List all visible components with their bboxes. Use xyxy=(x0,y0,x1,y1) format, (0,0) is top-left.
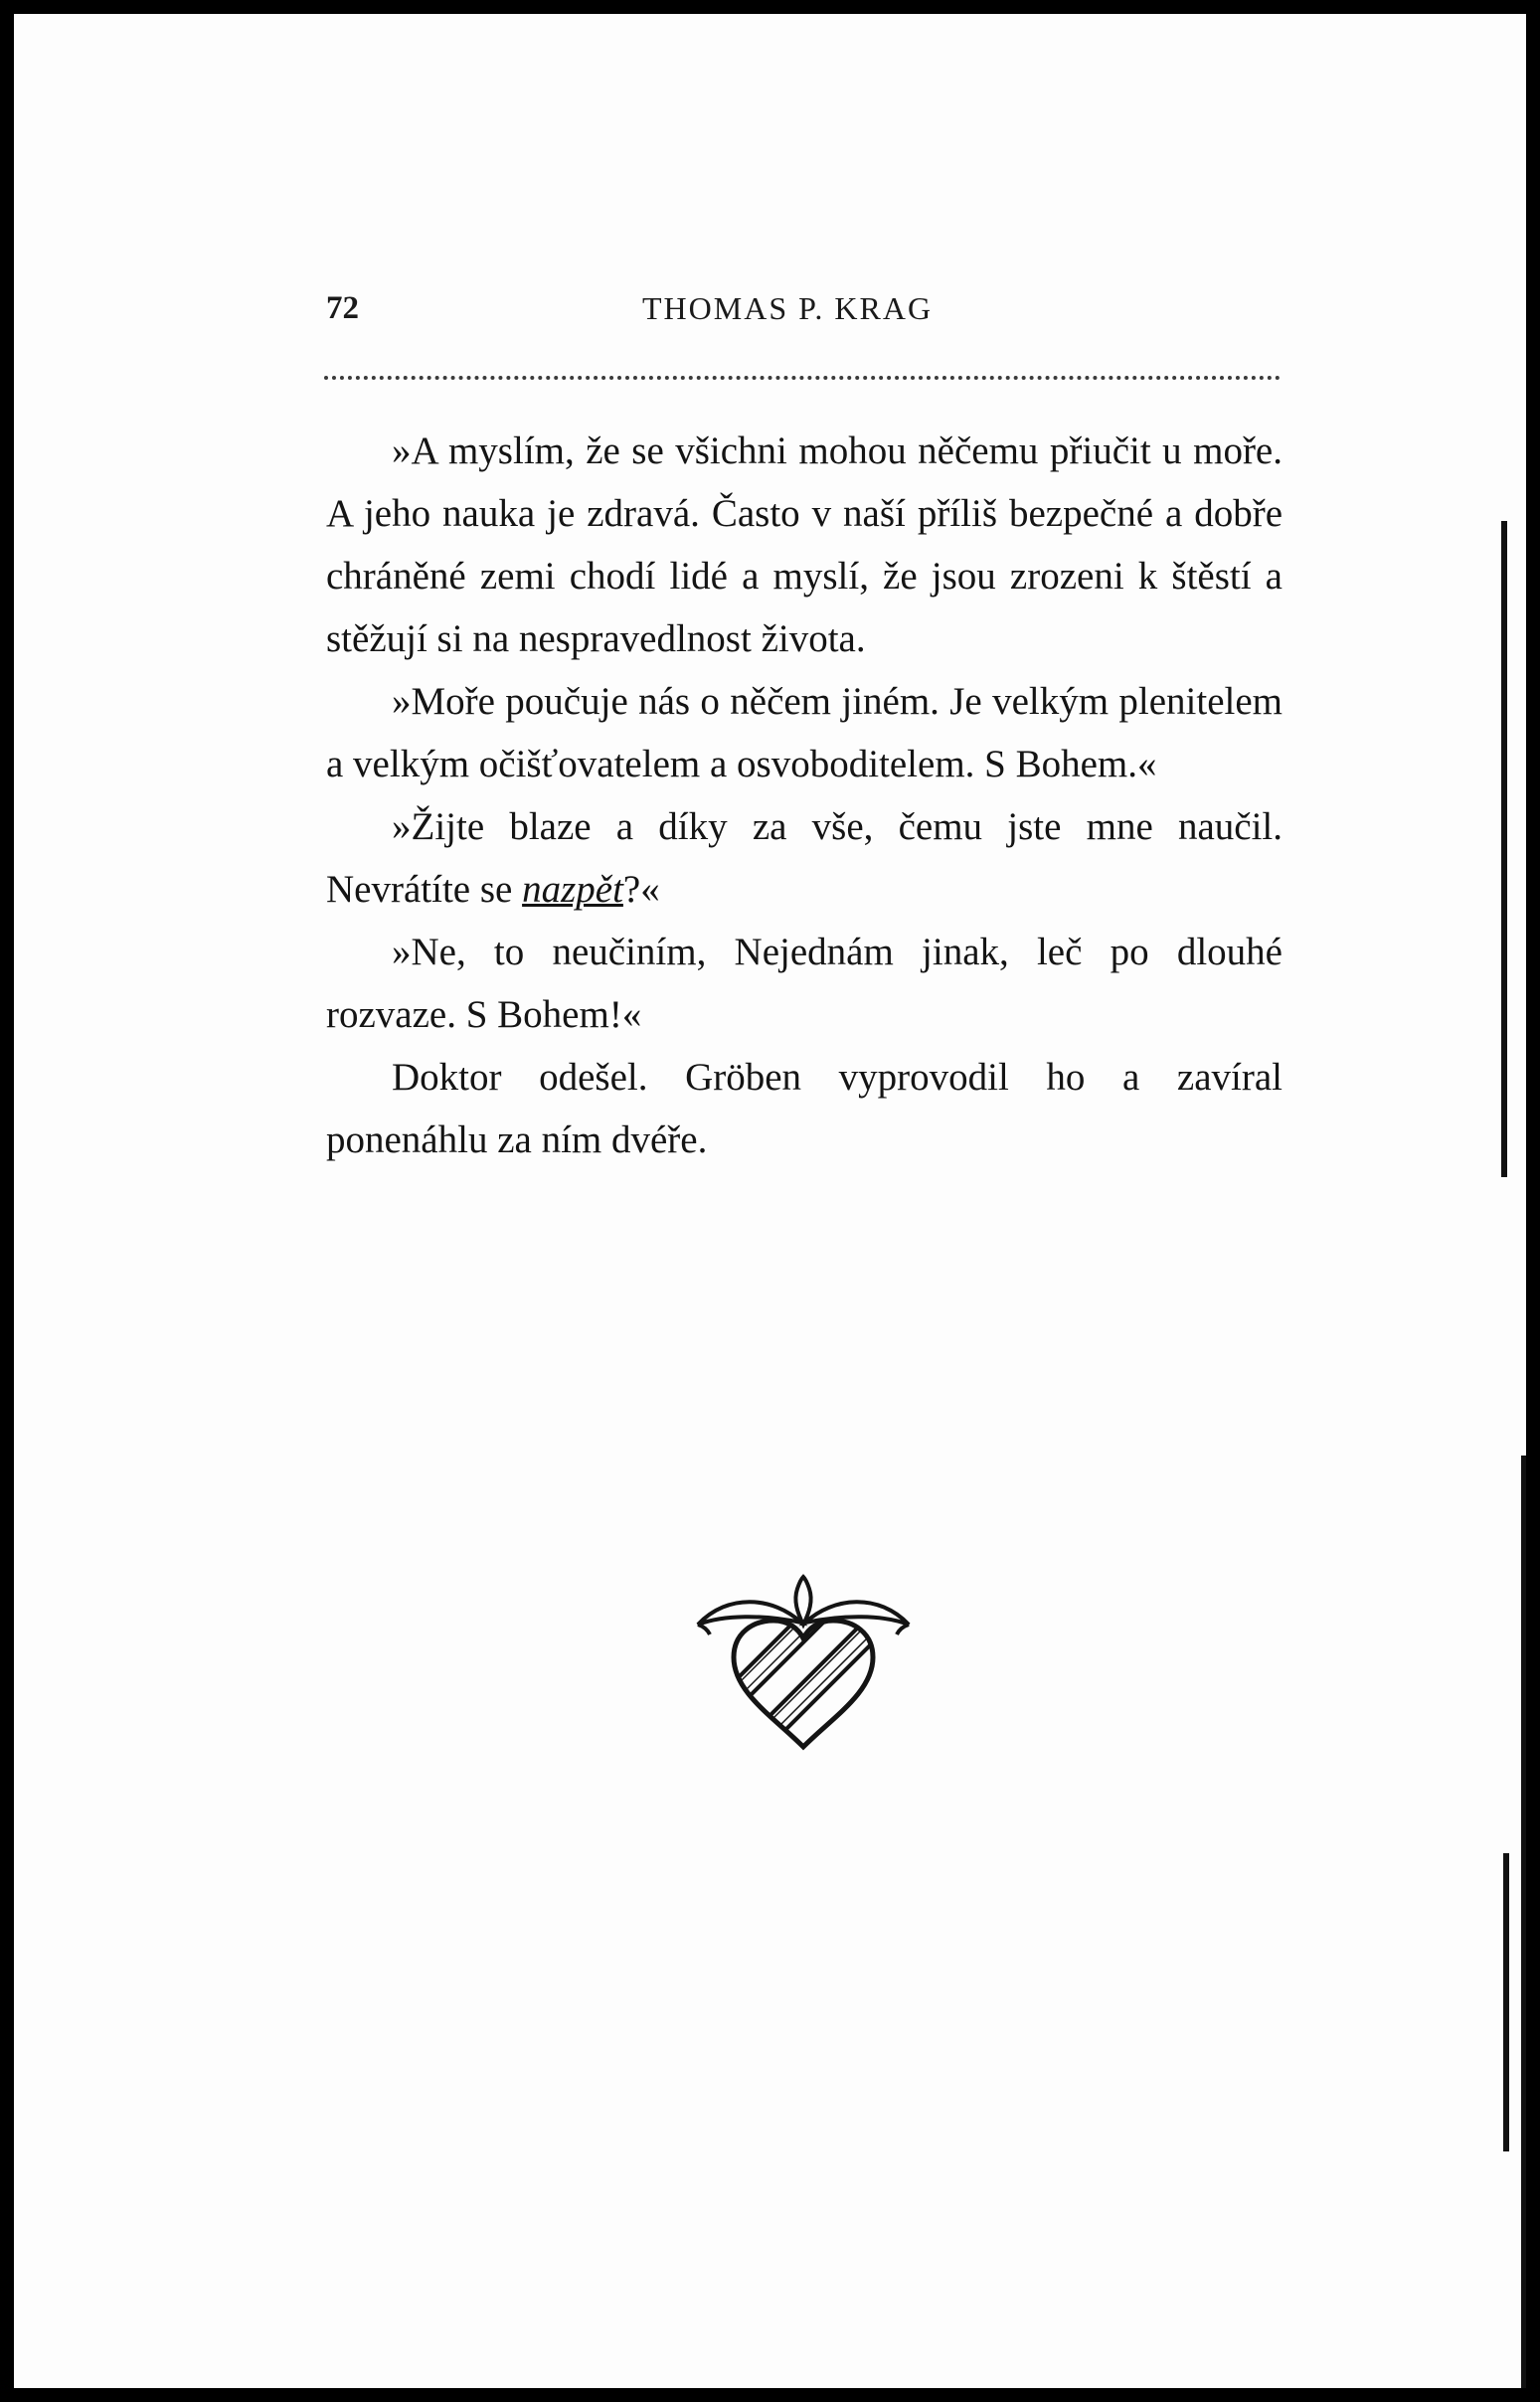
heart-vignette-icon xyxy=(694,1543,913,1752)
binding-shadow xyxy=(1521,1456,1526,2388)
italic-word: nazpět xyxy=(522,868,623,911)
page-number: 72 xyxy=(326,290,359,326)
paragraph: »A myslím, že se všichni mohou něčemu přiučit u moře. A jeho nauka je zdravá. Často v naší příliš bezpečné a dobře chráněné zemi chodí lidé a myslí, že jsou zrozeni k štěstí a stěžují si na nespravedlnost života. xyxy=(326,429,1283,660)
paragraph: »Moře poučuje nás o něčem jiném. Je velkým plenitelem a velkým očišťovatelem a osvoboditelem. S Bohem.« xyxy=(326,680,1283,785)
paragraph: »Ne, to neučiním, Nejednám jinak, leč po dlouhé rozvaze. S Bohem!« xyxy=(326,931,1283,1036)
book-page xyxy=(14,14,1526,2388)
paragraph-end: ?« xyxy=(622,868,660,911)
paragraph xyxy=(326,795,1283,921)
body-text xyxy=(326,420,1283,1171)
running-title: THOMAS P. KRAG xyxy=(642,290,934,326)
header-rule xyxy=(324,376,1281,380)
binding-shadow xyxy=(1503,1853,1509,2151)
binding-shadow xyxy=(1501,521,1507,1177)
paragraph: Doktor odešel. Gröben vyprovodil ho a zavíral ponenáhlu za ním dvéře. xyxy=(326,1056,1283,1161)
paragraph-text: »Žijte blaze a díky za vše, čemu jste mne naučil. Nevrátíte se xyxy=(326,805,1283,911)
